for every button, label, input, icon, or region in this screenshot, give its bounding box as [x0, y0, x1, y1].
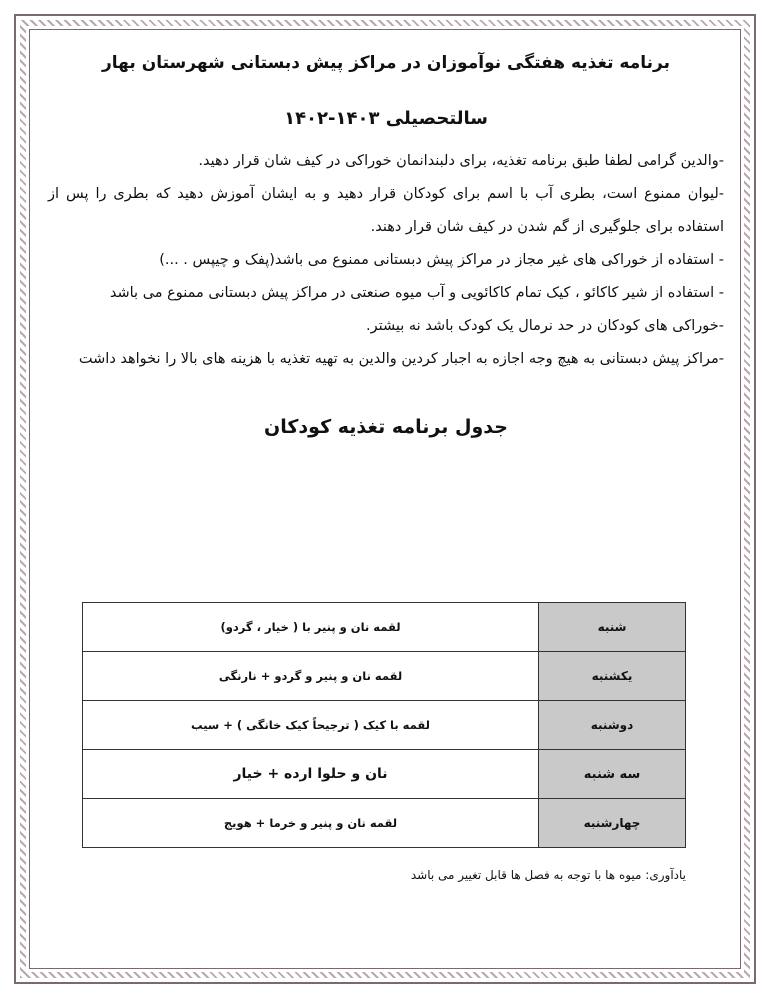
meal-cell: لقمه نان و پنیر با ( خیار ، گردو) [83, 603, 539, 652]
meal-cell: لقمه با کیک ( ترجیحاً کیک خانگی ) + سیب [83, 701, 539, 750]
day-cell: شنبه [539, 603, 686, 652]
table-row [83, 652, 686, 701]
document-body [48, 52, 724, 438]
table-row [83, 750, 686, 799]
rule-item: -والدین گرامی لطفا طبق برنامه تغذیه، برای دلبندانمان خوراکی در کیف شان قرار دهید. [198, 152, 724, 169]
meal-cell: لقمه نان و پنیر و گردو + نارنگی [83, 652, 539, 701]
meal-cell: نان و حلوا ارده + خیار [83, 750, 539, 799]
rules-list [48, 145, 724, 376]
schedule-table-title: جدول برنامه تغذیه کودکان [264, 415, 508, 438]
table-row [83, 701, 686, 750]
day-cell: سه شنبه [539, 750, 686, 799]
rule-item: -لیوان ممنوع است، بطری آب با اسم برای کودکان قرار دهید و به ایشان آموزش دهید که بطری را پس از استفاده برای جلوگیری از گم شدن در کیف شان قرار دهند. [48, 185, 724, 235]
table-row [83, 603, 686, 652]
academic-year: سالتحصیلی ۱۴۰۳-۱۴۰۲ [284, 107, 488, 129]
reminder-note: یادآوری: میوه ها با توجه به فصل ها قابل تغییر می باشد [410, 868, 686, 882]
meal-cell: لقمه نان و پنیر و خرما + هویج [83, 799, 539, 848]
rule-item: -خوراکی های کودکان در حد نرمال یک کودک باشد نه بیشتر. [365, 317, 724, 334]
day-cell: یکشنبه [539, 652, 686, 701]
document-title: برنامه تغذیه هفتگی نوآموزان در مراکز پیش دبستانی شهرستان بهار [102, 53, 670, 73]
rule-item: - استفاده از خوراکی های غیر مجاز در مراکز پیش دبستانی ممنوع می باشد(پفک و چیپس . ...) [159, 251, 724, 268]
rule-item: -مراکز پیش دبستانی به هیچ وجه اجازه به اجبار کردین والدین به تهیه تغذیه با هزینه های بالا را نخواهد داشت [78, 350, 724, 367]
table-row [83, 799, 686, 848]
rule-item: - استفاده از شیر کاکائو ، کیک تمام کاکائویی و آب میوه صنعتی در مراکز پیش دبستانی ممنوع می باشد [109, 284, 724, 301]
day-cell: چهارشنبه [539, 799, 686, 848]
nutrition-schedule-table [82, 602, 686, 848]
day-cell: دوشنبه [539, 701, 686, 750]
